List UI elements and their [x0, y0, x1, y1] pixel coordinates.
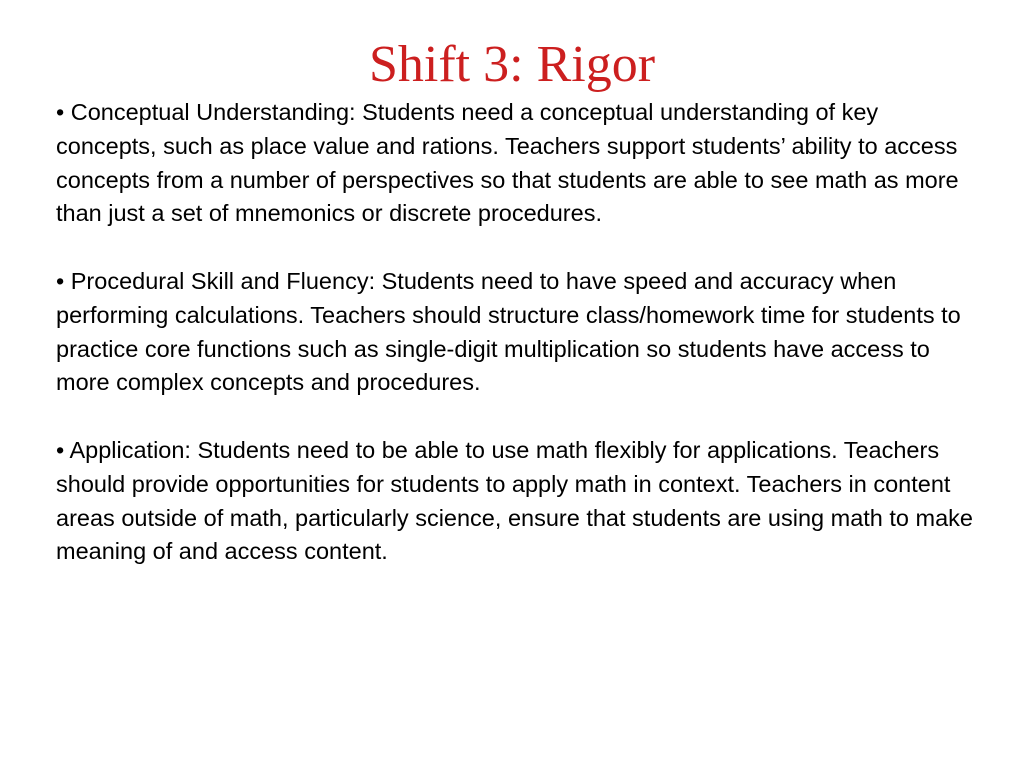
slide-body [56, 96, 980, 603]
slide-title: Shift 3: Rigor [368, 36, 656, 93]
bullet-conceptual-understanding: • Conceptual Understanding: Students need a conceptual understanding of key concepts, such as place value and rations. Teachers support students’ ability to access concepts from a number of perspectives so that students are able to see math as more than just a set of mnemonics or discrete procedures. [56, 99, 959, 227]
bullet-application: • Application: Students need to be able to use math flexibly for applications. Teachers should provide opportunities for students to apply math in context. Teachers in content areas outside of math, particularly science, ensure that students are using math to make meaning of and access content. [56, 436, 973, 565]
bullet-procedural-skill-fluency: • Procedural Skill and Fluency: Students need to have speed and accuracy when performing calculations. Teachers should structure class/homework time for students to practice core functions such as single-digit multiplication so students have access to more complex concepts and procedures. [56, 267, 961, 396]
